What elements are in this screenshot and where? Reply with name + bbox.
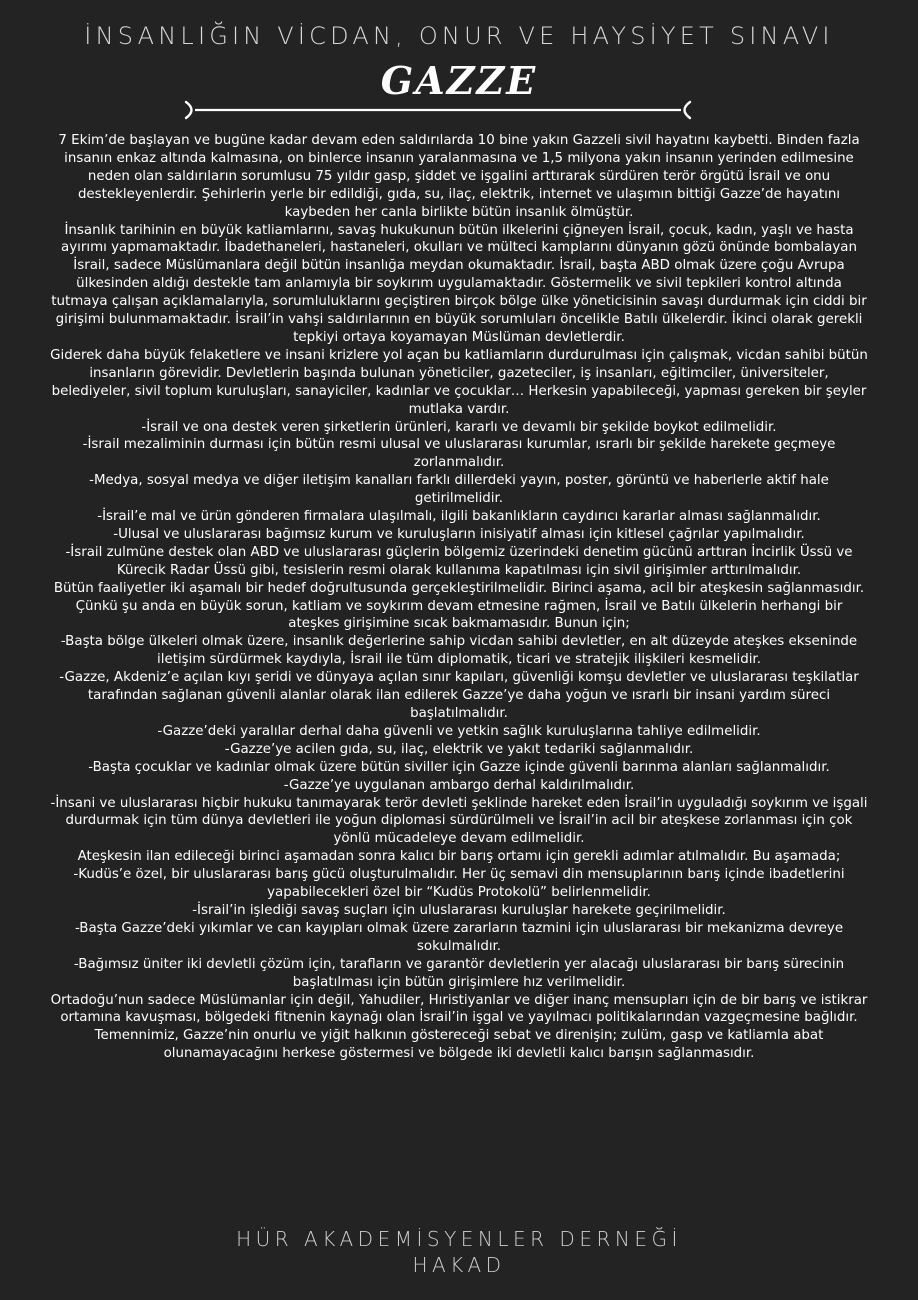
poster-title: GAZZE <box>380 58 538 103</box>
poster-footer <box>0 1226 918 1278</box>
statement-body <box>48 132 870 1063</box>
paragraph-intro: 7 Ekim’de başlayan ve bugüne kadar devam eden saldırılarda 10 bine yakın Gazzeli sivil hayatını kaybetti. Binden fazla insanın enkaz altında kalmasına, on binlerce insanın yaralanmasına ve 1,5 milyona yakın insanın yerinden edilmesine neden olan saldırıların sorumlusu 75 yıldır gasp, şiddet ve işgalini arttırarak sürdüren terör örgütü İsrail ve onu destekleyenlerdir. Şehirlerin yerle bir edildiği, gıda, su, ilaç, elektrik, internet ve ulaşımın bittiği Gazze’de hayatını kaybeden her canla birlikte bütün insanlık ölmüştür. <box>58 133 860 220</box>
phase-two-item-two-state: -Bağımsız üniter iki devletli çözüm için, tarafların ve garantör devletlerin yer alacağı uluslararası bir barış sürecinin başlatılması için bütün girişimlere hız verilmelidir. <box>73 956 845 990</box>
paragraph-israel-crimes: İnsanlık tarihinin en büyük katliamlarını, savaş hukukunun bütün ilkelerini çiğneyen İsrail, çocuk, kadın, yaşlı ve hasta ayırımı yapmamaktadır. İbadethaneleri, hastaneleri, okulları ve mülteci kamplarını dünyanın gözü önünde bombalayan İsrail, sadece Müslümanlara değil bütün insanlığa meydan okumaktadır. İsrail, başta ABD olmak üzere çoğu Avrupa ülkesinden aldığı destekle tam anlamıyla bir soykırım uygulamaktadır. Göstermelik ve sivil tepkileri kontrol altında tutmaya çalışan açıklamalarıyla, sorumluluklarını geçiştiren birçok bölge ülke yöneticisinin savaşı durdurmak için ciddi bir girişimi bulunmamaktadır. İsrail’in vahşi saldırılarının en büyük sorumluları öncelikle Batılı ülkelerdir. İkinci olarak gerekli tepkiyi ortaya koyamayan Müslüman devletlerdir. <box>51 222 867 345</box>
paragraph-phase-one: Bütün faaliyetler iki aşamalı bir hedef doğrultusunda gerçekleştirilmelidir. Birinci aşama, acil bir ateşkesin sağlanmasıdır. Çünkü şu anda en büyük sorun, katliam ve soykırım devam etmesine rağmen, İsrail ve Batılı ülkelerin herhangi bir ateşkes girişimine sıcak bakmamasıdır. Bunun için; <box>53 580 865 632</box>
phase-one-item-shelter: -Başta çocuklar ve kadınlar olmak üzere bütün siviller için Gazze içinde güvenli barınma alanları sağlanmalıdır. <box>88 759 830 775</box>
action-item-institutions: -İsrail mezaliminin durması için bütün resmi ulusal ve uluslararası kurumlar, ısrarlı bir şekilde harekete geçmeye zorlanmalıdır. <box>82 437 836 471</box>
phase-two-item-jerusalem: -Kudüs’e özel, bir uluslararası barış gücü oluşturulmalıdır. Her üç semavi din mensuplarının barış içinde ibadetlerini yapabilecekleri özel bir “Kudüs Protokolü” belirlenmelidir. <box>73 867 845 901</box>
phase-one-item-safe-zones: -Gazze, Akdeniz’e açılan kıyı şeridi ve dünyaya açılan sınır kapıları, güvenliği komşu devletler ve uluslararası teşkilatlar tarafından sağlanan güvenli alanlar olarak ilan edilerek Gazze’ye daha yoğun ve ısrarlı bir insani yardım süreci başlatılmalıdır. <box>59 670 859 721</box>
poster-subtitle: İNSANLIĞIN VİCDAN, ONUR VE HAYSİYET SINAVI <box>84 22 834 50</box>
paragraph-phase-two: Ateşkesin ilan edileceği birinci aşamadan sonra kalıcı bir barış ortamı için gerekli adımlar atılmalıdır. Bu aşamada; <box>77 849 841 865</box>
phase-two-item-compensation: -Başta Gazze’deki yıkımlar ve can kayıpları olmak üzere zararların tazmini için uluslararası bir mekanizma devreye sokulmalıdır. <box>74 920 844 954</box>
phase-one-item-diplomacy: -İnsani ve uluslararası hiçbir hukuku tanımayarak terör devleti şeklinde hareket eden İsrail’in uyguladığı soykırım ve işgali durdurmak için tüm dünya devletleri ile yoğun diplomasi sürdürülmeli ve İsrail’in acil bir ateşkese zorlanması için çok yönlü mücadeleye devam edilmelidir. <box>50 795 868 847</box>
action-item-mass-calls: -Ulusal ve uluslararası bağımsız kurum ve kuruluşların inisiyatif alması için kitlesel çağrılar yapılmalıdır. <box>113 526 805 542</box>
paragraph-duty: Giderek daha büyük felaketlere ve insani krizlere yol açan bu katliamların durdurulması için çalışmak, vicdan sahibi bütün insanların görevidir. Devletlerin başında bulunan yöneticiler, gazeteciler, iş insanları, eğitimciler, üniversiteler, belediyeler, sivil toplum kuruluşları, sanayiciler, kadınlar ve çocuklar… Herkesin yapabileceği, yapması gereken bir şeyler mutlaka vardır. <box>50 347 868 417</box>
organization-name: HÜR AKADEMİSYENLER DERNEĞİ <box>236 1227 682 1251</box>
phase-one-item-evacuation: -Gazze’deki yaralılar derhal daha güvenli ve yetkin sağlık kuruluşlarına tahliye edilmelidir. <box>157 723 761 739</box>
action-item-bases: -İsrail zulmüne destek olan ABD ve uluslararası güçlerin bölgemiz üzerindeki denetim gücünü arttıran İncirlik Üssü ve Kürecik Radar Üssü gibi, tesislerin resmi olarak kullanıma kapatılması için sivil girişimler arttırılmalıdır. <box>65 544 853 578</box>
action-item-media: -Medya, sosyal medya ve diğer iletişim kanalları farklı dillerdeki yayın, poster, görüntü ve haberlerle aktif hale getirilmelidir. <box>89 473 829 507</box>
phase-two-item-war-crimes: -İsrail’in işlediği savaş suçları için uluslararası kuruluşlar harekete geçirilmelidir. <box>192 902 726 918</box>
ornamental-divider <box>183 100 693 120</box>
organization-abbreviation: HAKAD <box>412 1253 506 1277</box>
action-item-boycott: -İsrail ve ona destek veren şirketlerin ürünleri, kararlı ve devamlı bir şekilde boykot edilmelidir. <box>141 419 777 435</box>
phase-one-item-embargo: -Gazze’ye uygulanan ambargo derhal kaldırılmalıdır. <box>283 777 635 793</box>
paragraph-conclusion: Ortadoğu’nun sadece Müslümanlar için değil, Yahudiler, Hıristiyanlar ve diğer inanç mensupları için de bir barış ve istikrar ortamına kavuşması, bölgedeki fitnenin kaynağı olan İsrail’in işgal ve yayılmacı politikalarından vazgeçmesine bağlıdır. Temennimiz, Gazze’nin onurlu ve yiğit halkının göstereceği sebat ve direnişin; zulüm, gasp ve katliamla abat olunamayacağını herkese göstermesi ve bölgede iki devletli kalıcı barışın sağlanmasıdır. <box>50 992 868 1062</box>
phase-one-item-supplies: -Gazze’ye acilen gıda, su, ilaç, elektrik ve yakıt tedariki sağlanmalıdır. <box>224 741 694 757</box>
action-item-firms: -İsrail’e mal ve ürün gönderen firmalara ulaşılmalı, ilgili bakanlıkların caydırıcı kararlar alması sağlanmalıdır. <box>97 509 821 525</box>
phase-one-item-relations: -Başta bölge ülkeleri olmak üzere, insanlık değerlerine sahip vicdan sahibi devletler, en alt düzeyde ateşkes ekseninde iletişim sürdürmek kaydıyla, İsrail ile tüm diplomatik, ticari ve stratejik ilişkileri kesmelidir. <box>60 634 858 668</box>
